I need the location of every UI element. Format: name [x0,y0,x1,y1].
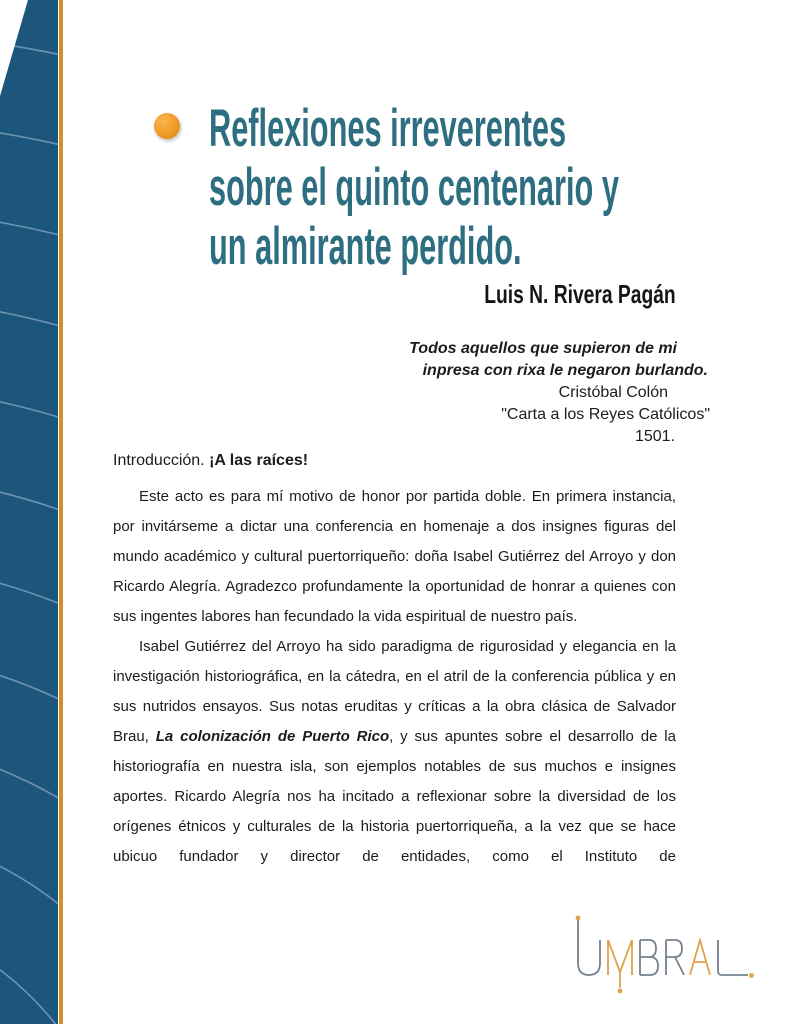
section-heading [113,452,308,470]
page-title [209,99,791,276]
epigraph-quote-line: Todos aquellos que supieron de mi [409,340,677,357]
epigraph-attribution: 1501. [634,428,675,445]
epigraph-attribution: "Carta a los Reyes Católicos" [501,406,710,423]
title-line: un almirante perdido. [209,217,522,276]
left-decor-band [0,0,58,1024]
section-heading-prefix: Introducción. [113,452,210,469]
paragraph [113,632,676,872]
epigraph [409,338,710,448]
body-text [113,482,676,872]
title-line: Reflexiones irreverentes [209,99,567,158]
book-title: La colonización de Puerto Rico [155,728,390,745]
epigraph-attribution: Cristóbal Colón [558,384,668,401]
accent-rule [59,0,63,1024]
paragraph: Este acto es para mí motivo de honor por partida doble. En primera instancia, por invitárseme a dictar una conferencia en homenaje a dos insignes figuras del mundo académico y cultural puertorriqueño: doña Isabel Gutiérrez del Arroyo y don Ricardo Alegría. Agradezco profundamente la oportunidad de honrar a quienes con sus ingentes labores han fecundado la vida espiritual de nuestro país. [113,488,676,625]
epigraph-quote-line: inpresa con rixa le negaron burlando. [422,362,708,379]
section-heading-emphasis: ¡A las raíces! [209,452,309,469]
author-name: Luis N. Rivera Pagán [484,279,676,309]
author-row [113,279,676,310]
umbral-logo [560,910,760,1005]
paragraph-text: , y sus apuntes sobre el desarrollo de la historiografía en nuestra isla, son ejemplos notables de sus muchos e insignes aportes. Ricardo Alegría nos ha incitado a reflexionar sobre la diversidad de los orígenes étnicos y culturales de la historia puertorriqueña, a la vez que se hace ubicuo fundador y director de entidades, como el Instituto de [113,728,676,865]
title-line: sobre el quinto centenario y [209,158,619,217]
bullet-icon [154,113,180,139]
paragraph-text: Isabel Gutiérrez del Arroyo ha sido paradigma de rigurosidad y elegancia en la investigación historiográfica, en la cátedra, en el atril de la conferencia pública y en sus nutridos ensayos. Sus notas eruditas y críticas a la obra clásica de Salvador Brau, [113,638,676,745]
band-arcs-pattern [0,0,58,1024]
